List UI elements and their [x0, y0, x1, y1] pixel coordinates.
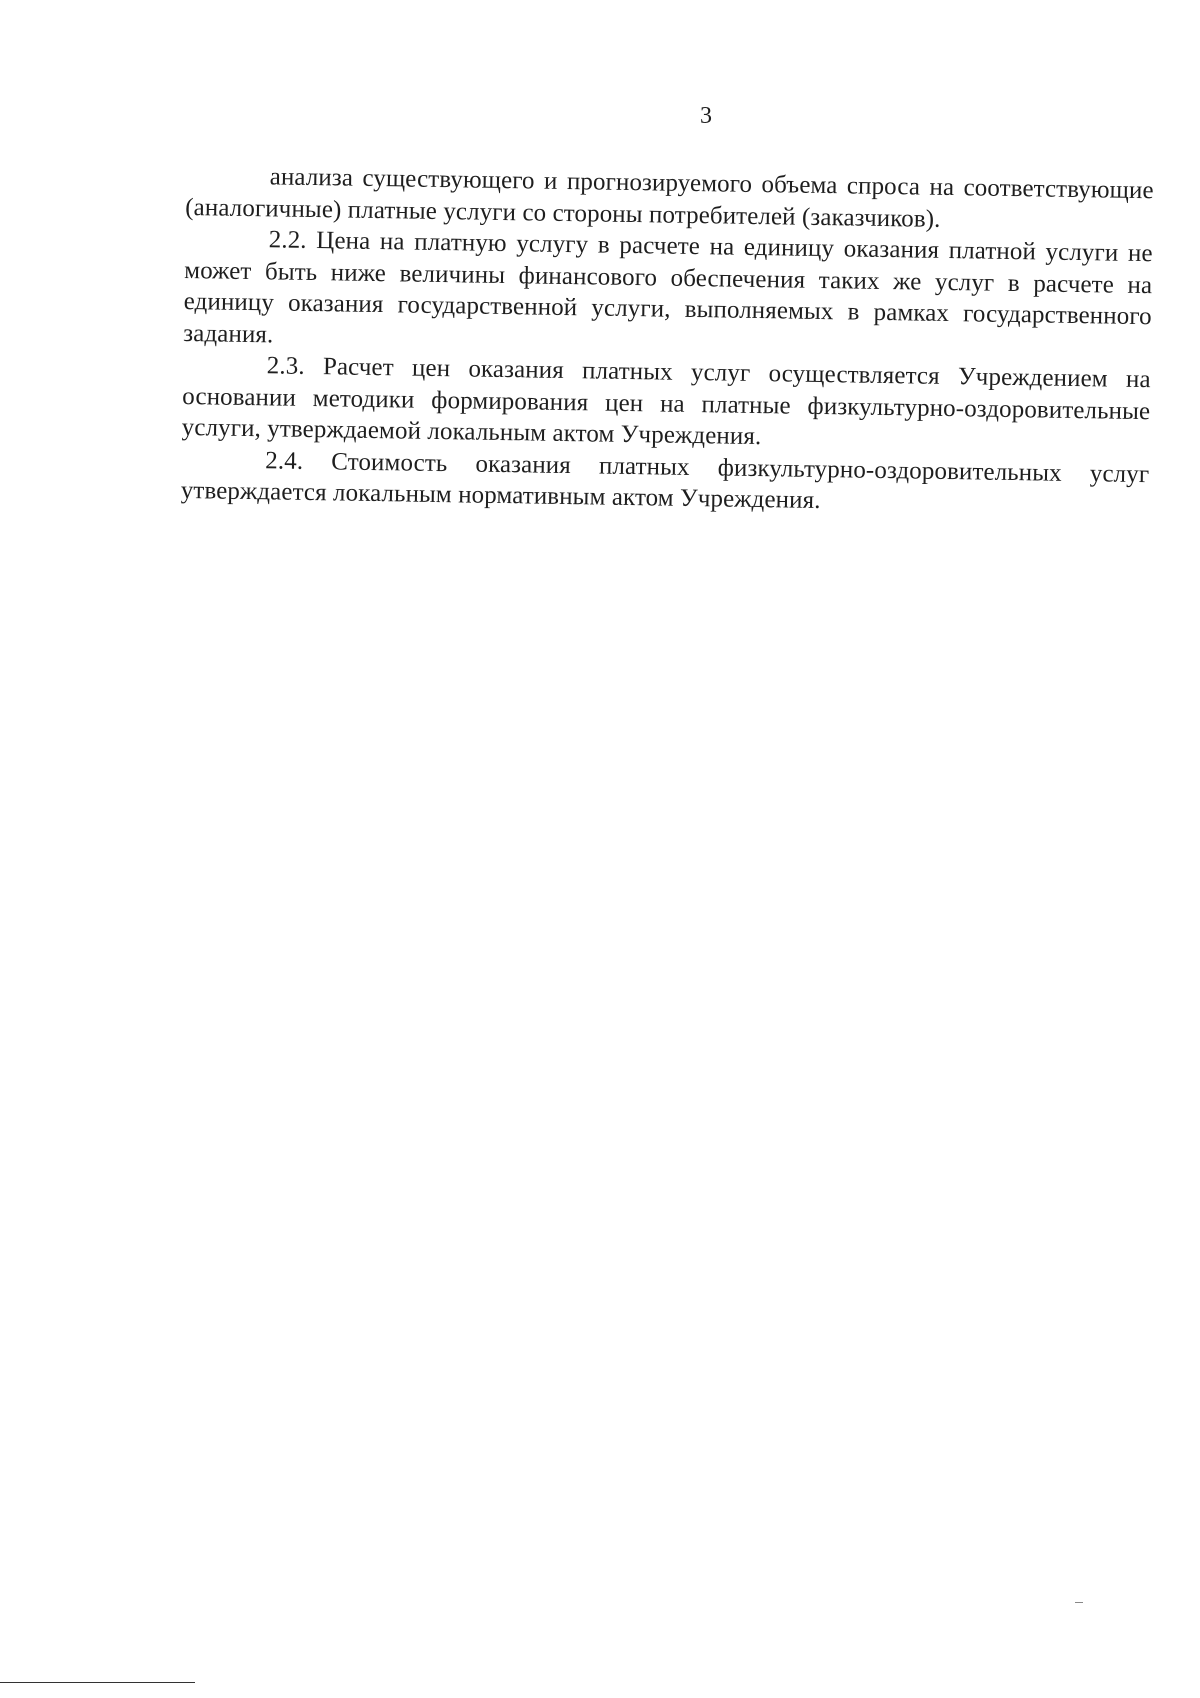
paragraph-continued: анализа существующего и прогнозируемого объема спроса на соответствующие (аналогичные) платные услуги со стороны потребителей (заказчиков).	[185, 163, 1154, 233]
paragraph-2-4: 2.4. Стоимость оказания платных физкультурно-оздоровительных услуг утверждается локальным нормативным актом Учреждения.	[180, 446, 1150, 515]
paragraph-2-3: 2.3. Расчет цен оказания платных услуг осуществляется Учреждением на основании методики формирования цен на платные физкультурно-оздоровительные услуги, утверждаемой локальным актом Учреждения.	[181, 352, 1151, 451]
footer-rule	[0, 1682, 195, 1683]
body-text	[181, 160, 1154, 522]
paragraph-2-2: 2.2. Цена на платную услугу в расчете на единицу оказания платной услуги не может быть ниже величины финансового обеспечения таких же услуг в расчете на единицу оказания государственной услуги, выполняемых в рамках государственного задания.	[183, 226, 1153, 348]
scan-mark	[1075, 1602, 1083, 1603]
page-number: 3	[700, 103, 712, 129]
